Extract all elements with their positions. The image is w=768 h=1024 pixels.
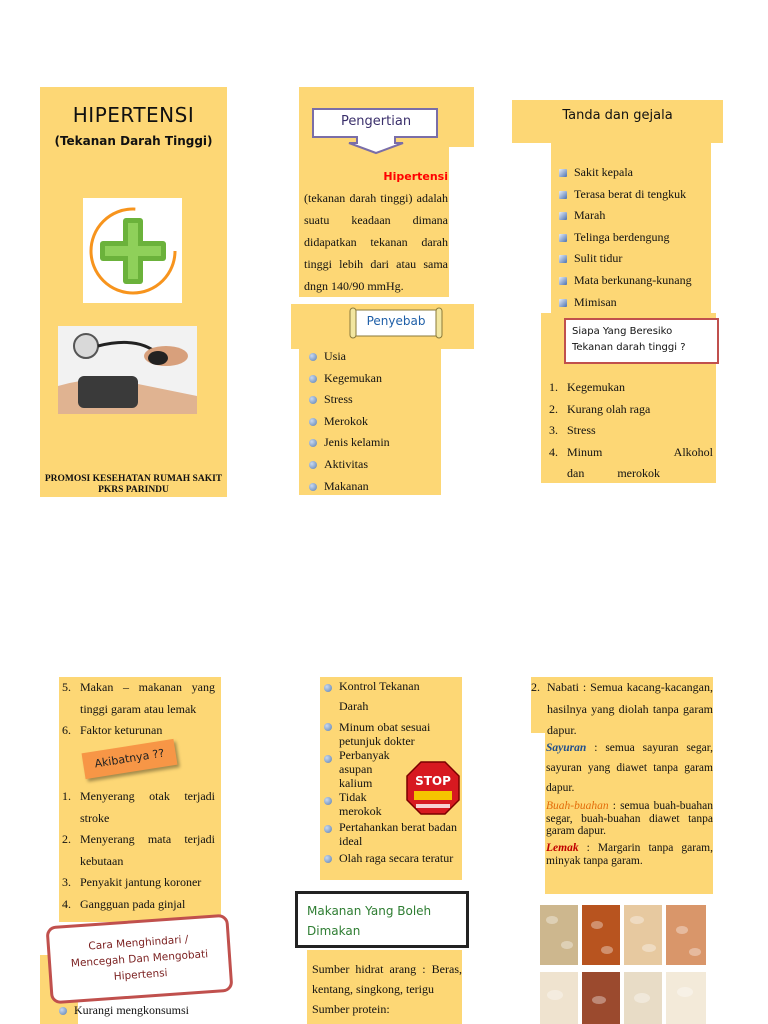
blood-pressure-photo xyxy=(58,326,197,414)
symptoms-heading: Tanda dan gejala xyxy=(562,108,673,123)
list-item: Jenis kelamin xyxy=(306,432,441,454)
definition-term: Hipertensi xyxy=(383,170,448,183)
list-item xyxy=(549,399,713,421)
penyebab-banner xyxy=(349,307,443,340)
list-item: Sulit tidur xyxy=(556,248,711,270)
risk-heading-line2: Tekanan darah tinggi ? xyxy=(572,342,686,353)
sayuran-label: Sayuran xyxy=(546,742,587,754)
buah-desc: : semua buah-buahan segar, buah-buahan diawet tanpa garam dapur. xyxy=(546,800,713,837)
list-item: Pertahankan berat badan ideal xyxy=(321,818,459,848)
pengertian-heading: Pengertian xyxy=(340,114,412,129)
list-item xyxy=(549,377,713,399)
list-item xyxy=(549,420,713,442)
list-item: Tidak merokok xyxy=(321,790,399,818)
list-text: Kurang olah raga xyxy=(567,401,651,416)
effects-heading: Akibatnya ?? xyxy=(93,746,166,771)
list-number: 4. xyxy=(549,444,558,459)
protein-text: Sumber protein: xyxy=(312,1002,390,1016)
cover-footer xyxy=(40,474,227,496)
buah-label: Buah-buahan xyxy=(546,800,609,812)
list-item: Aktivitas xyxy=(306,454,441,476)
risk-list-continued xyxy=(62,677,215,742)
list-item: Kontrol Tekanan Darah xyxy=(321,677,439,716)
hospital-logo xyxy=(83,198,182,303)
definition-text: (tekanan darah tinggi) adalah suatu keadaan dimana didapatkan tekanan darah tinggi lebih dari atau sama dngn 140/90 mmHg. xyxy=(304,191,448,293)
lemak-label: Lemak xyxy=(546,842,579,854)
list-item: Mata berkunang-kunang xyxy=(556,270,711,292)
list-number: 3. xyxy=(549,423,558,438)
list-item: Olah raga secara teratur xyxy=(321,848,458,868)
buah-text xyxy=(546,800,713,838)
list-item: Stress xyxy=(306,389,441,411)
list-item xyxy=(62,720,215,742)
sayuran-desc: : semua sayuran segar, sayuran yang diawet tanpa garam dapur. xyxy=(546,742,713,794)
list-item: Merokok xyxy=(306,411,441,433)
list-item: Kegemukan xyxy=(306,368,441,390)
list-item: Usia xyxy=(306,346,441,368)
lemak-text xyxy=(546,842,713,867)
symptoms-list xyxy=(556,162,711,313)
list-number: 2. xyxy=(62,832,71,847)
risk-heading-line1: Siapa Yang Beresiko xyxy=(572,326,673,337)
cover-footer-line1: PROMOSI KESEHATAN RUMAH SAKIT xyxy=(44,474,223,484)
list-number: 2. xyxy=(531,680,540,694)
list-text: Menyerang mata terjadi kebutaan xyxy=(80,832,215,868)
list-item xyxy=(62,677,215,720)
list-text: Stress xyxy=(567,423,596,438)
list-number: 6. xyxy=(62,723,71,738)
list-item: Mimisan xyxy=(556,292,711,314)
beans-photo xyxy=(537,900,709,1024)
sayuran-text xyxy=(546,738,713,798)
list-item xyxy=(62,786,215,829)
cover-footer-line2: PKRS PARINDU xyxy=(98,485,169,495)
svg-text:STOP: STOP xyxy=(415,774,451,788)
cover-title: HIPERTENSI xyxy=(72,103,195,127)
list-text: Makan – makanan yang tinggi garam atau lemak xyxy=(80,680,215,716)
prevent-list xyxy=(56,1000,226,1022)
pengertian-callout xyxy=(311,107,441,155)
list-text: Penyakit jantung koroner xyxy=(80,875,202,890)
food-heading: Makanan Yang Boleh Dimakan xyxy=(307,904,432,938)
list-text: Nabati : Semua kacang-kacangan, hasilnya yang diolah tanpa garam dapur. xyxy=(547,680,713,738)
list-text: Menyerang otak terjadi stroke xyxy=(80,789,215,825)
list-number: 2. xyxy=(549,401,558,416)
list-item: Perbanyak asupan kalium xyxy=(321,748,399,790)
causes-heading: Penyebab xyxy=(366,314,426,328)
list-text: Minum Alkohol dan merokok xyxy=(567,444,713,481)
list-text: Faktor keturunan xyxy=(80,723,163,738)
list-text: Kegemukan xyxy=(567,380,625,394)
list-item: Minum obat sesuai petunjuk dokter xyxy=(321,716,439,748)
list-number: 3. xyxy=(62,875,71,890)
cover-subtitle: (Tekanan Darah Tinggi) xyxy=(54,134,213,148)
list-item: Marah xyxy=(556,205,711,227)
risk-list xyxy=(549,377,713,485)
causes-list xyxy=(306,346,441,497)
list-item: Sakit kepala xyxy=(556,162,711,184)
prevent-heading: Cara Menghindari / Mencegah Dan Mengobati Hipertensi xyxy=(70,933,209,983)
list-number: 1. xyxy=(62,789,71,803)
list-item xyxy=(62,894,215,916)
list-number: 5. xyxy=(62,680,71,694)
effects-list xyxy=(62,786,215,916)
list-item xyxy=(549,442,713,485)
food-heading-box xyxy=(295,891,469,948)
list-item: Makanan xyxy=(306,476,441,498)
list-item xyxy=(531,677,713,742)
list-item xyxy=(62,829,215,872)
list-number: 1. xyxy=(549,380,558,394)
lemak-desc: : Margarin tanpa garam, minyak tanpa garam. xyxy=(546,842,713,867)
list-number: 4. xyxy=(62,896,71,911)
list-item: Kurangi mengkonsumsi xyxy=(56,1000,226,1022)
carb-text: Sumber hidrat arang : Beras, kentang, singkong, terigu xyxy=(312,962,462,996)
protein-list xyxy=(531,677,713,742)
risk-heading-box xyxy=(564,318,719,364)
list-item: Terasa berat di tengkuk xyxy=(556,184,711,206)
stop-smoking-image xyxy=(404,758,462,820)
list-text: Gangguan pada ginjal xyxy=(80,896,186,911)
prevent-heading-box xyxy=(46,914,234,1005)
list-item: Telinga berdengung xyxy=(556,227,711,249)
list-item xyxy=(62,872,215,894)
